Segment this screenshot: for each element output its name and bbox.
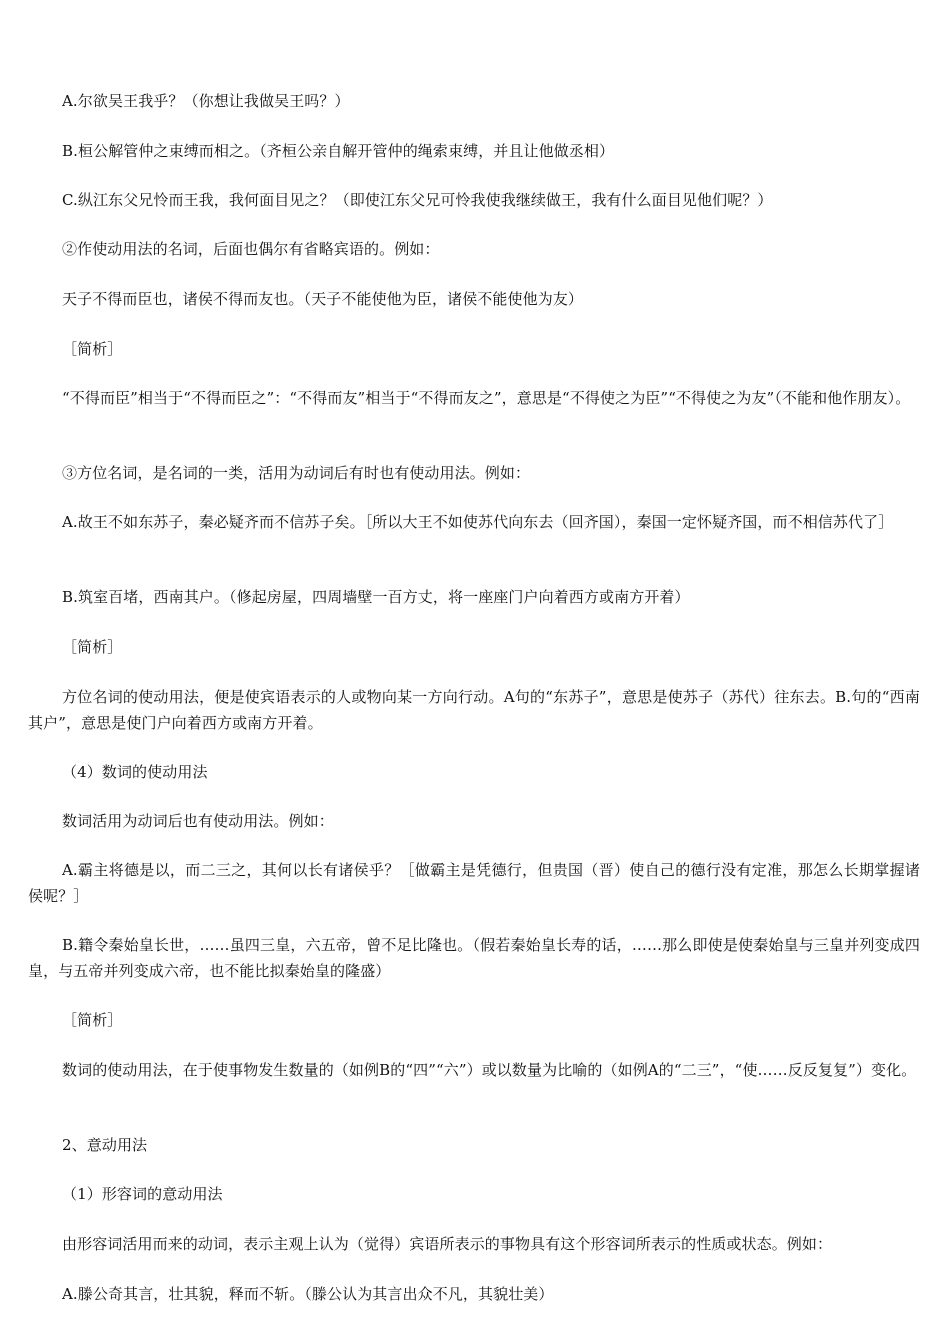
paragraph: （1）形容词的意动用法 xyxy=(62,1185,223,1203)
paragraph: C.纵江东父兄怜而王我，我何面目见之？（即使江东父兄可怜我使我继续做王，我有什么面目见他们呢？） xyxy=(62,191,773,209)
paragraph: ［简析］ xyxy=(62,340,123,358)
paragraph: ［简析］ xyxy=(62,638,123,656)
paragraph: 方位名词的使动用法，便是使宾语表示的人或物向某一方向行动。A句的“东苏子”，意思是使苏子（苏代）往东去。B.句的“西南其户”，意思是使门户向着西方或南方开着。 xyxy=(28,688,920,732)
paragraph: ［简析］ xyxy=(62,1011,123,1029)
paragraph: B.桓公解管仲之束缚而相之。（齐桓公亲自解开管仲的绳索束缚，并且让他做丞相） xyxy=(62,142,615,160)
paragraph: A.滕公奇其言，壮其貌，释而不斩。（滕公认为其言出众不凡，其貌壮美） xyxy=(62,1285,554,1303)
paragraph: A.霸主将德是以，而二三之，其何以长有诸侯乎？［做霸主是凭德行，但贵国（晋）使自己的德行没有定准，那怎么长期掌握诸侯呢？］ xyxy=(28,861,920,905)
paragraph: 2、意动用法 xyxy=(62,1136,148,1154)
paragraph: ②作使动用法的名词，后面也偶尔有省略宾语的。例如： xyxy=(62,240,440,258)
paragraph: “不得而臣”相当于“不得而臣之”：“不得而友”相当于“不得而友之”，意思是“不得使之为臣”“不得使之为友”（不能和他作朋友）。 xyxy=(62,389,911,407)
paragraph: B.籍令秦始皇长世，……虽四三皇，六五帝，曾不足比隆也。（假若秦始皇长寿的话，……那么即使是使秦始皇与三皇并列变成四皇，与五帝并列变成六帝，也不能比拟秦始皇的隆盛） xyxy=(28,936,920,980)
paragraph: 数词活用为动词后也有使动用法。例如： xyxy=(62,812,334,830)
paragraph: 天子不得而臣也，诸侯不得而友也。（天子不能使他为臣，诸侯不能使他为友） xyxy=(62,290,584,308)
paragraph: ③方位名词，是名词的一类，活用为动词后有时也有使动用法。例如： xyxy=(62,464,531,482)
paragraph: A.故王不如东苏子，秦必疑齐而不信苏子矣。［所以大王不如使苏代向东去（回齐国），秦国一定怀疑齐国，而不相信苏代了］ xyxy=(62,513,894,531)
paragraph: （4）数词的使动用法 xyxy=(62,763,208,781)
paragraph: B.筑室百堵，西南其户。（修起房屋，四周墙壁一百方丈，将一座座门户向着西方或南方开着） xyxy=(62,588,690,606)
paragraph: 由形容词活用而来的动词，表示主观上认为（觉得）宾语所表示的事物具有这个形容词所表示的性质或状态。例如： xyxy=(62,1235,833,1253)
paragraph: A.尔欲吴王我乎？（你想让我做吴王吗？） xyxy=(62,92,350,110)
paragraph: 数词的使动用法，在于使事物发生数量的（如例B的“四”“六”）或以数量为比喻的（如例A的“二三”，“使……反反复复”）变化。 xyxy=(62,1061,917,1079)
